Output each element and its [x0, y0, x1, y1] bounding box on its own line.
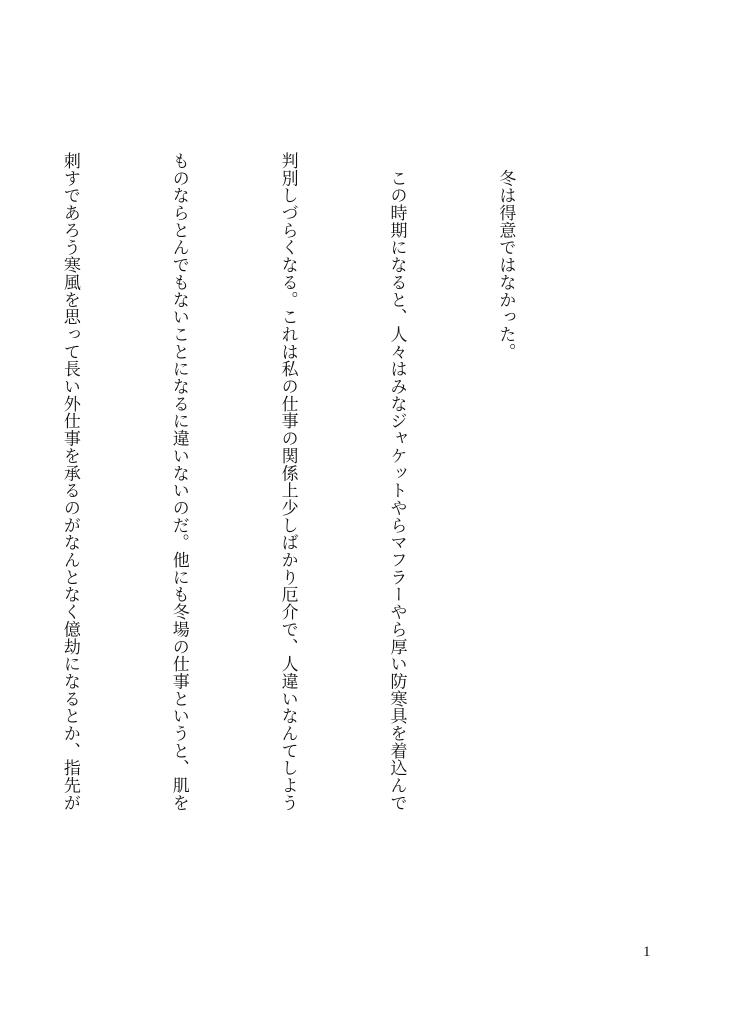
- text-line: ものならとんでもないことになるに違いないのだ。他にも冬場の仕事というと、肌を: [168, 152, 189, 812]
- text-line: この時期になると、人々はみなジャケットやらマフラーやら厚い防寒具を着込んで: [386, 152, 407, 812]
- text-line: 刺すであろう寒風を思って長い外仕事を承るのがなんとなく億劫になるとか、指先が: [59, 152, 80, 812]
- text-line: 冬は得意ではなかった。: [495, 152, 516, 361]
- page-number: 1: [643, 944, 651, 960]
- text-line: 判別しづらくなる。これは私の仕事の関係上少しばかり厄介で、人違いなんてしよう: [277, 152, 298, 812]
- vertical-body-text: [0, 152, 596, 912]
